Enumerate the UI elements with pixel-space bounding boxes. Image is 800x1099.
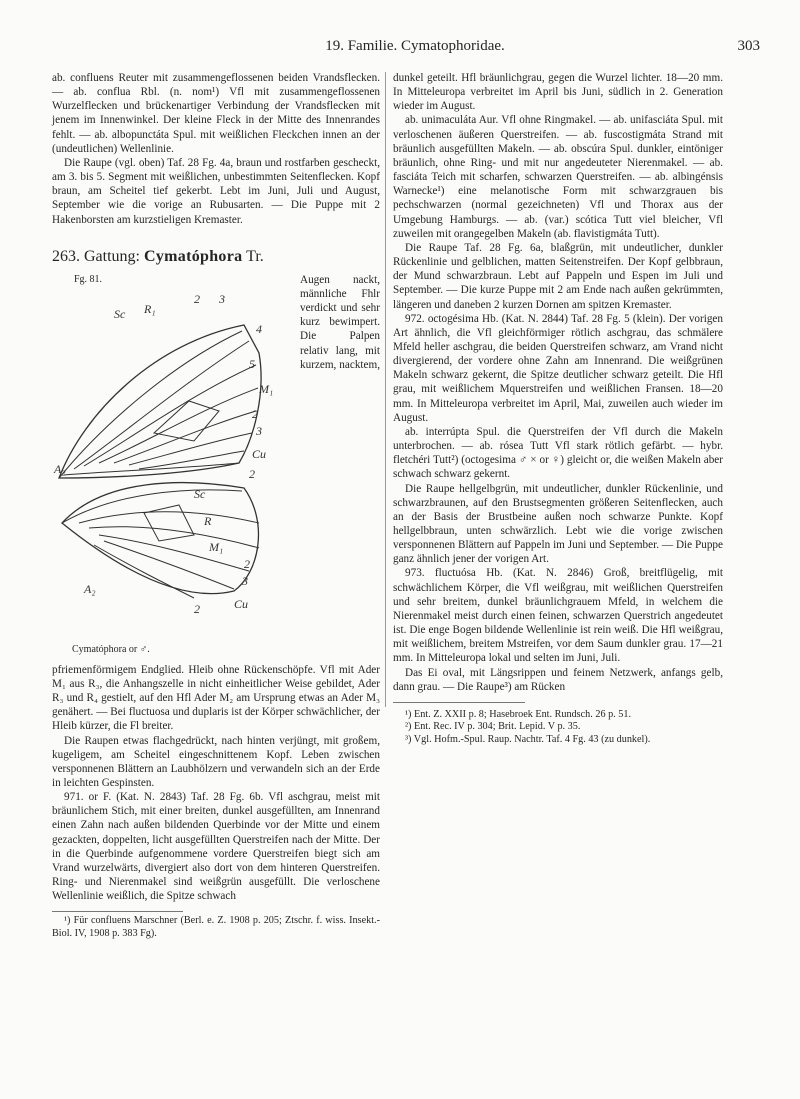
paragraph-larva: Die Raupe (vgl. oben) Taf. 28 Fg. 4a, braun und rostfarben gescheckt, am 3. bis 5. Segment mit weißlichen, unbestimmten Seitenflecken. Kopf braun, am Scheitel tief gekerbt. Lebt im Juni, Juli und August, September wie die vorige an Rubusarten. — Die Puppe mit 2 Hakenborsten am kurzstieligen Kremaster. [52,156,380,226]
wing-venation-figure [44,273,294,661]
svg-text:5: 5 [249,356,255,371]
paragraph-971-aberrations: ab. unimaculáta Aur. Vfl ohne Ringmakel. — ab. unifasciáta Spul. mit verloschenen äußeren Querstreifen. — ab. fuscostigmáta Strand mit bräunlich ausgefüllten Makeln. — ab. obscúra Spul. dunkler, eintöniger bräunlich, ohne Ring- und mit nur angedeuteter Nierenmakel. — ab. fasciáta Teich mit scharfen, schwarzen Querstreifen. — ab. albingénsis Warnecke¹) eine melanotische Form mit schwarzgrauen bis pechschwarzen (normal gezeichneten) Vfl und Thorax aus der Umgebung Hamburgs. — ab. (var.) scótica Tutt viel bleicher, Vfl zuweilen mit orangegelben Makeln (ab. flavistigmáta Tutt). [393,114,723,240]
svg-text:3: 3 [242,573,248,588]
svg-text:R₁: R₁ [144,301,156,316]
svg-text:A₂: A₂ [84,581,96,596]
svg-text:3: 3 [256,423,262,438]
paragraph-972-larva: Die Raupe hellgelbgrün, mit undeutlicher, dunkler Rückenlinie, und schwarzbraunen, auf den Brustsegmenten größeren Seitenflecken, auch an der Basis der Brustbeine außen noch schwarze Punkte. Kopf hellgelbbraun, unten schwärzlich. Lebt wie die vorige zwischen versponnenen Blättern auf Pappeln im Juni und September. — Die Puppe ganz ähnlich jener der vorigen Art. [393,482,723,566]
footnote-right-1: ¹) Ent. Z. XXII p. 8; Hasebroek Ent. Rundsch. 26 p. 51. [405,708,632,720]
figure-label: Fg. 81. [74,273,103,285]
paragraph-species-971: 971. or F. (Kat. N. 2843) Taf. 28 Fg. 6b. Vfl aschgrau, meist mit bräunlichem Stich, mit einer breiten, dunkel ausgefüllten, am Innenrand einen Zahn nach außen bildenden Querbinde vor der Mitte und einem gezackten, doppelten, licht ausgefüllten Querstreifen nach der Mitte. Der in die Querbinde aufgenommene vordere Querstreifen biegt sich am Vrand wurzelwärts, divergiert also dort von dem hinteren Querstreifen. Ring- und Nierenmakel sind weißgrün ausgefüllt. Die verloschene Wellenlinie weißlich, die Spitze schwach [52,791,380,903]
svg-text:2: 2 [252,406,258,421]
paragraph-972-aberrations: ab. interrúpta Spul. die Querstreifen der Vfl durch die Makeln unterbrochen. — ab. rósea Tutt Vfl stark rötlich gefärbt. — hybr. fletchéri Tutt²) (octogesima ♂ × or ♀) gleicht or, die weißen Makeln aber schwach schwarz gekernt. [393,425,723,481]
svg-text:M₁: M₁ [259,381,274,396]
footnote-left-1: ¹) Für confluens Marschner (Berl. e. Z. 1908 p. 205; Ztschr. f. wiss. Insekt.-Biol. IV, 1908 p. 383 Fg). [52,915,380,939]
column-divider [385,72,386,707]
right-footnote-rule [393,702,525,706]
left-column [52,71,380,940]
paragraph-971-continued: dunkel geteilt. Hfl bräunlichgrau, gegen die Wurzel lichter. 18—20 mm. In Mitteleuropa verbreitet im April bis Juni, südlich in 2. Generation wieder im August. [393,72,723,113]
svg-text:2: 2 [244,556,250,571]
svg-text:Sc: Sc [114,306,126,321]
svg-text:Cu: Cu [234,596,249,611]
paragraph-genus-description: Augen nackt, männliche Fhlr verdickt und sehr kurz bewimpert. Die Palpen relativ lang, mit kurzem, nacktem, pfriemenförmigem Endglied. Hleib ohne Rückenschöpfe. Vfl mit Ader M₁ aus R₃, die Anhangszelle in nicht einheitlicher Weise gebildet, Ader R₃ und R₄ gestielt, auf den Hfl Ader M₂ am Ursprung etwas an Ader M₃ genähert. — Bei fluctuosa und duplaris ist der Körper schwächlicher, der Hleib kürzer, die Fl breiter. [52,273,380,733]
paragraph-973-egg: Das Ei oval, mit Längsrippen und feinem Netzwerk, anfangs gelb, dann grau. — Die Raupe³) am Rücken [393,666,723,693]
page-number: 303 [737,38,760,54]
svg-text:A₂: A₂ [54,461,66,476]
paragraph-genus-larvae: Die Raupen etwas flachgedrückt, nach hinten verjüngt, mit großem, kugeligem, am Scheitel eingeschnittenem Kopf. Leben zwischen versponnenen Blättern an Laubhölzern und verwandeln sich an der Erde in leichten Gespinsten. [52,734,380,789]
footnote-right-2: ²) Ent. Rec. IV p. 304; Brit. Lepid. V p. 35. [405,721,581,733]
paragraph-aberrations: ab. confluens Reuter mit zusammengeflossenen beiden Vrandsflecken. — ab. conflua Rbl. (n. nom¹) Vfl mit zusammengeflossenen Wurzelflecken und brückenartiger Verbindung der Vrandsflecken mit jenem im Innenwinkel. Der kleine Fleck in der Mitte des Innenrandes fehlt. — ab. albopunctáta Spul. mit weißlichen Fleckchen innen an der (undeutlichen) Wellenlinie. [52,72,380,155]
svg-text:3: 3 [219,291,225,306]
right-column [393,71,723,746]
wing-venation-drawing [44,273,294,643]
svg-text:2: 2 [249,466,255,481]
running-head [70,38,760,60]
genus-heading-number: 263. Gattung: [52,247,140,265]
paragraph-971-larva: Die Raupe Taf. 28 Fg. 6a, blaßgrün, mit undeutlicher, dunkler Rückenlinie und gelblichen, matten Seitenstreifen. Der Kopf gelbbraun, der Mund schwarzbraun. Lebt auf Pappeln und Espen im Juli und September. — Die kurze Puppe mit 2 am Ende nach außen gekrümmten, längeren und daneben 2 kurzen Dornen am spitzen Kremaster. [393,241,723,311]
genus-author: Tr. [246,247,264,265]
svg-text:4: 4 [256,321,262,336]
footnote-right-3: ³) Vgl. Hofm.-Spul. Raup. Nachtr. Taf. 4 Fg. 43 (zu dunkel). [405,733,651,745]
genus-heading [52,247,380,267]
figure-caption: Cymatóphora or ♂. [72,643,150,655]
svg-text:2: 2 [194,601,200,616]
svg-text:R: R [204,513,212,528]
svg-text:Sc: Sc [194,486,206,501]
svg-text:M₁: M₁ [209,539,224,554]
svg-text:2: 2 [194,291,200,306]
svg-text:Cu: Cu [252,446,267,461]
paragraph-species-972: 972. octogésima Hb. (Kat. N. 2844) Taf. 28 Fg. 5 (klein). Der vorigen Art ähnlich, die Vfl gleichförmiger rötlich aschgrau, das schmälere Mfeld heller aschgrau, die beiden Querstreifen schwarz, am Vrand nicht divergierend, der vordere ohne Zahn am Innenrand. Die weißgrünen Makeln schwarz gekernt, die Spitze deutlicher schwarz geteilt. Die Hfl grau, mit weißlichem Mquerstreifen und weißlichen Fransen. 18—20 mm. In Mitteleuropa verbreitet im April, Mai, zuweilen auch wieder im August. [393,312,723,424]
genus-name: Cymatóphora [144,247,243,265]
running-head-title: 19. Familie. Cymatophoridae. [325,38,505,54]
paragraph-species-973: 973. fluctuósa Hb. (Kat. N. 2846) Groß, breitflügelig, mit schwächlichem Körper, die Vfl weißgrau, mit weißlichen Querstreifen und sehr breitem, dunkel bräunlichgrauem Mfeld, in welchem die Nierenmakel meist durch einen feinen, schwarzen Querstrich angedeutet ist. Die enge Bogen bildende Wellenlinie ist rein weiß. Die Hfl weißgrau, mit weißlichem, breitem Mstreifen, vor dem Saum dunkler grau. 17—21 mm. In Mitteleuropa lokal und selten im Juni, Juli. [393,567,723,665]
